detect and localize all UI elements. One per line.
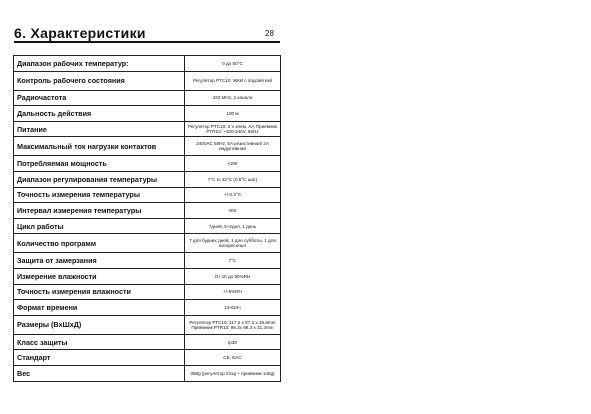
spec-value: 7 для будних дней, 1 для субботы, 1 для воскресенья [185,234,281,253]
spec-value: +/-0.3°С [185,187,281,203]
spec-label: Диапазон регулирования температуры [14,171,185,187]
table-row [14,121,281,137]
table-row [14,315,281,334]
spec-label: Интервал измерения температуры [14,203,185,219]
table-row [14,365,281,381]
table-row [14,90,281,106]
spec-value: +/-5%RH [185,284,281,300]
spec-value: 356g (регулятор 211g + приемник 145g) [185,365,281,381]
spec-value: 240VAC 50Hz, 5A резистивная/ 2A индуктивная [185,137,281,156]
spec-label: Цикл работы [14,218,185,234]
spec-value: 7дней, 5+2дня, 1 день [185,218,281,234]
spec-value: Регулятор PTC10: 117.2 x 87.2 x 26.8mm Приемник PTR10: 98.3x 98.3 x 31.3mm [185,315,281,334]
specifications-table [13,55,281,382]
spec-label: Дальность действия [14,106,185,122]
table-row [14,268,281,284]
spec-label: Потребляемая мощность [14,156,185,172]
table-row [14,106,281,122]
spec-label: Размеры (ВхШхД) [14,315,185,334]
spec-label: Диапазон рабочих температур: [14,56,185,72]
table-row [14,350,281,366]
spec-value: 0 до 50°С [185,56,281,72]
spec-label: Класс защиты [14,334,185,350]
spec-label: Защита от замерзания [14,253,185,269]
spec-value: Ip30 [185,334,281,350]
page-number: 28 [265,29,274,38]
table-row [14,56,281,72]
spec-value: CE, EAC [185,350,281,366]
table-row [14,218,281,234]
table-row [14,187,281,203]
spec-value: 433 MHz, 2 канала [185,90,281,106]
table-row [14,171,281,187]
table-row [14,300,281,316]
table-row [14,253,281,269]
spec-value: 40S [185,203,281,219]
page-title: 6. Характеристики [14,25,146,41]
spec-label: Максимальный ток нагрузки контактов [14,137,185,156]
spec-label: Радиочастота [14,90,185,106]
spec-label: Точность измерения влажности [14,284,185,300]
title-divider [14,41,280,43]
spec-label: Точность измерения температуры [14,187,185,203]
table-row [14,71,281,90]
spec-value: <2W [185,156,281,172]
spec-label: Контроль рабочего состояния [14,71,185,90]
spec-label: Формат времени [14,300,185,316]
spec-label: Питание [14,121,185,137]
spec-label: Количество программ [14,234,185,253]
spec-value: Регулятор PTC10: ЖКИ с подсветкой [185,71,281,90]
table-row [14,156,281,172]
spec-value: 100 м [185,106,281,122]
spec-label: Стандарт [14,350,185,366]
table-row [14,137,281,156]
table-row [14,334,281,350]
spec-value: 7°С to 32°С (0.5°С шаг) [185,171,281,187]
spec-label: Измерение влажности [14,268,185,284]
spec-label: Вес [14,365,185,381]
table-row [14,234,281,253]
table-row [14,203,281,219]
spec-value: Регулятор PTC10: 2 х элем. АА Приемник PTR10: ~100-240V, 50Hz [185,121,281,137]
spec-value: 7°С [185,253,281,269]
table-row [14,284,281,300]
spec-value: От 10 до 90%RH [185,268,281,284]
spec-value: 12ч/24ч [185,300,281,316]
